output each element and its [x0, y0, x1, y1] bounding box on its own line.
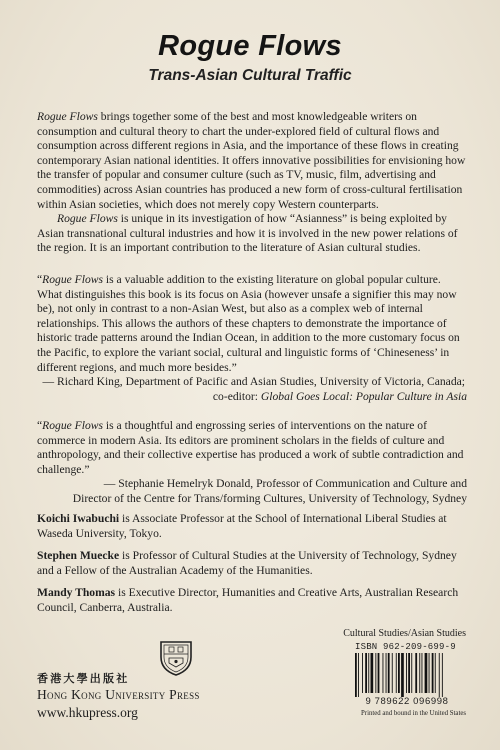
title-ref: Rogue Flows	[42, 273, 104, 286]
publisher-name: Hong Kong University Press	[37, 687, 200, 702]
barcode-bar	[355, 653, 357, 697]
barcode-bar	[398, 653, 400, 693]
barcode-bar	[386, 653, 387, 693]
hku-crest-icon	[159, 639, 193, 682]
title-ref: Rogue Flows	[57, 212, 118, 226]
quote-text: “Rogue Flows is a thoughtful and engrossing series of interventions on the nature of commerce in modern Asia. Its editors are prominent scholars in the fields of culture and anthropology, and their collective expertise has produced a work of subtle contradiction and challenge.”	[37, 419, 464, 476]
barcode-bar	[396, 653, 397, 693]
quote-text: “Rogue Flows is a valuable addition to the existing literature on global popular culture. What distinguishes this book is its focus on Asia (however unsafe a signifier this may now be), not only in contrast to a non-Asian West, but also as a complex web of internal relationships. This allows the authors of these chapters to demonstrate the importance of historic trade patterns around the Indian Ocean, in addition to the more customary focus on the Pacific, to explore the variant social, cultural and linguistic forms of ‘Chineseness’ in different regions, and much more besides.”	[37, 273, 460, 374]
bio-entry: Mandy Thomas is Executive Director, Humanities and Creative Arts, Australian Research Council, Canberra, Australia.	[37, 586, 459, 614]
editor-name: Mandy Thomas	[37, 586, 116, 600]
barcode-bar	[435, 653, 436, 693]
description-paragraph-1	[37, 110, 467, 212]
publisher-chinese-name: 香港大學出版社	[37, 672, 130, 685]
barcode-bar	[362, 653, 363, 693]
endorsement-quote-1	[37, 273, 467, 404]
title-ref: Rogue Flows	[42, 419, 104, 432]
barcode-bar	[425, 653, 428, 693]
barcode-bar	[358, 653, 359, 697]
editor-name: Koichi Iwabuchi	[37, 512, 120, 525]
endorsement-quote-2	[37, 419, 467, 507]
subject-category: Cultural Studies/Asian Studies	[343, 628, 466, 639]
bio-entry: Stephen Muecke is Professor of Cultural Studies at the University of Technology, Sydney and a Fellow of the Australian Academy of the Humanities.	[37, 549, 457, 577]
book-description	[37, 110, 467, 256]
barcode-bar	[422, 653, 423, 693]
barcode-bar	[378, 653, 380, 693]
printed-note: Printed and bound in the United States	[361, 710, 466, 717]
barcode-bar	[439, 653, 440, 697]
barcode-bar	[388, 653, 390, 693]
bio-entry: Koichi Iwabuchi is Associate Professor at the School of International Liberal Studies at Waseda University, Tokyo.	[37, 512, 447, 540]
barcode-bar	[442, 653, 443, 697]
description-text: brings together some of the best and most knowledgeable writers on consumption and cultural theory to chart the under-explored field of cultural flows and consumption across different regions in Asia, and the importance of these flows in creating contemporary Asian national identities. It offers innovative possibilities for envisioning how the transfer of popular and consumer culture (such as TV, music, film, advertising and commodities) across Asian countries has produced a new form of cross-cultural fertilisation within Asian societies, which does not merely copy Western counterparts.	[37, 110, 466, 211]
barcode-bar	[415, 653, 417, 693]
isbn-barcode	[347, 642, 467, 732]
quote-attribution: Director of the Centre for Trans/forming Cultures, University of Technology, Sydney	[72, 491, 467, 505]
barcode-bar	[368, 653, 369, 693]
barcode-digits: 9 789622 096998	[365, 696, 449, 707]
barcode-bar	[419, 653, 420, 693]
book-title: Rogue Flows	[158, 30, 342, 62]
isbn-label: ISBN 962-209-699-9	[355, 642, 456, 652]
description-text: is unique in its investigation of how “Asianness” is being exploited by Asian transnational cultural industries and how it is involved in the new power relations of the region. It is an important contribution to the literature of Asian cultural studies.	[37, 212, 458, 255]
barcode-bar	[429, 653, 430, 693]
publisher-url[interactable]: www.hkupress.org	[37, 705, 138, 720]
barcode-bar	[383, 653, 384, 693]
barcode-bar	[401, 653, 404, 697]
barcode-bar	[432, 653, 434, 693]
quote-attribution: — Stephanie Hemelryk Donald, Professor of Communication and Culture and	[103, 477, 467, 491]
barcode-bar	[392, 653, 393, 693]
book-subtitle: Trans-Asian Cultural Traffic	[148, 67, 352, 84]
barcode-bar	[411, 653, 412, 693]
barcode-bar	[406, 653, 407, 693]
editor-bios	[37, 512, 467, 624]
barcode-bar	[408, 653, 410, 693]
title-ref: Rogue Flows	[37, 110, 98, 123]
barcode-icon	[347, 653, 467, 697]
barcode-bar	[365, 653, 367, 693]
description-paragraph-2	[37, 212, 467, 256]
quote-attribution-book: co-editor: Global Goes Local: Popular Culture in Asia	[212, 389, 467, 403]
quote-attribution: — Richard King, Department of Pacific and Asian Studies, University of Victoria, Canada;	[42, 375, 465, 389]
barcode-bar	[371, 653, 374, 693]
barcode-bar	[375, 653, 376, 693]
editor-name: Stephen Muecke	[37, 549, 120, 563]
